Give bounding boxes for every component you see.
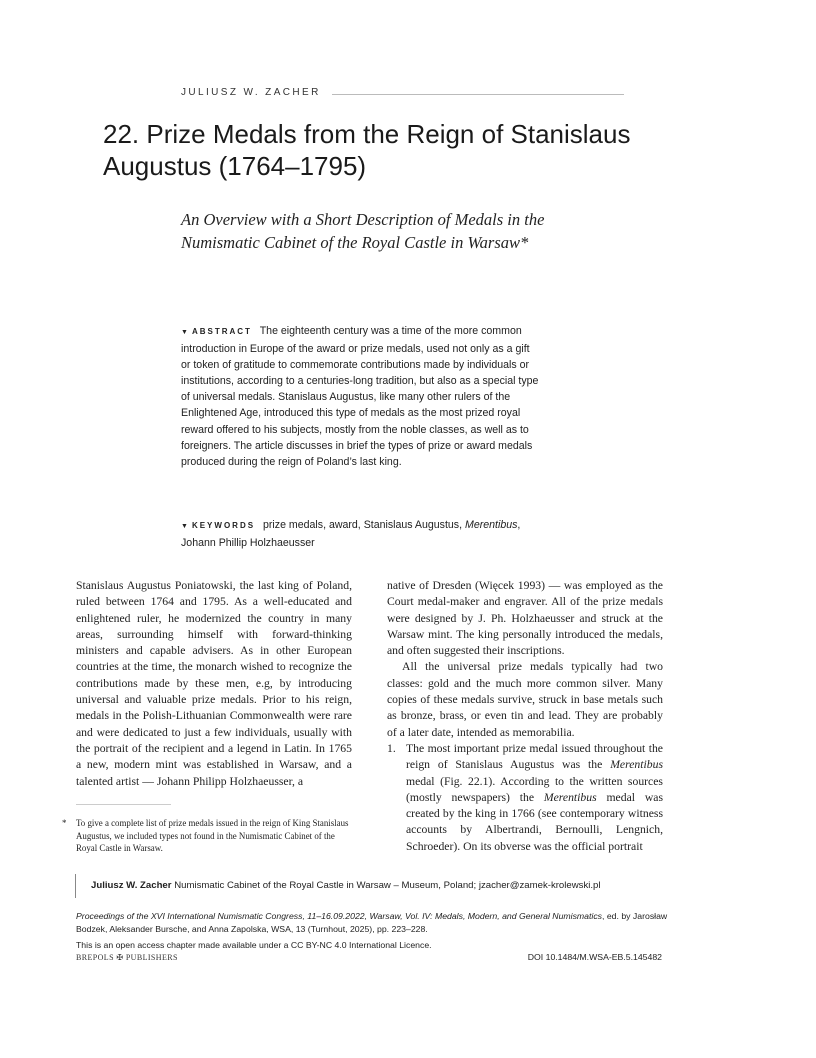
publisher-logo: BREPOLS ✠ PUBLISHERS bbox=[76, 953, 178, 962]
doi: DOI 10.1484/M.WSA-EB.5.145482 bbox=[527, 952, 662, 962]
footnote-rule bbox=[76, 804, 171, 805]
abstract bbox=[181, 323, 541, 470]
author-name: JULIUSZ W. ZACHER bbox=[181, 87, 321, 98]
citation bbox=[76, 910, 676, 935]
keywords-text-tail: , Johann Phillip Holzhaeusser bbox=[181, 519, 521, 550]
chapter-subtitle: An Overview with a Short Description of Medals in the Numismatic Cabinet of the Royal Castle in Warsaw* bbox=[181, 210, 545, 252]
list-text: medal was created by the king in 1766 (see contemporary witness accounts by Albertrandi, Bernoulli, Lengnich, Schroeder). On its obverse was the official portrait bbox=[406, 790, 664, 853]
triangle-down-icon: ▼ bbox=[181, 523, 188, 530]
abstract-text: The eighteenth century was a time of the more common introduction in Europe of the award or prize medals, used not only as a gift or token of gratitude to commemorate contributions made by individuals or institutions, according to a centuries-long tradition, but also as a special type of universal medals. Stanislaus Augustus, like many other rulers of the Enlightened Age, introduced this type of medals as the most prized royal reward offered to his subjects, mostly from the noble classes, as well as to foreigners. The article discusses in brief the types of prize or award medals produced during the reign of Poland’s last king. bbox=[181, 325, 539, 468]
author-header bbox=[181, 87, 624, 101]
citation-details: , ed. by Jarosław Bodzek, Aleksander Bursche, and Anna Zapolska, WSA, 13 (Turnhout, 2025), pp. 223–228. bbox=[76, 911, 668, 934]
italic-term: Merentibus bbox=[543, 790, 597, 804]
footnote bbox=[62, 817, 352, 855]
author-affiliation bbox=[91, 880, 601, 891]
triangle-down-icon: ▼ bbox=[181, 329, 188, 336]
keyword-italic-term: Merentibus bbox=[465, 519, 518, 531]
body-column-left bbox=[76, 578, 352, 790]
footnote-mark: * bbox=[62, 818, 67, 828]
abstract-label: ABSTRACT bbox=[191, 327, 252, 336]
keywords bbox=[181, 517, 541, 551]
chapter-title: 22. Prize Medals from the Reign of Stanislaus Augustus (1764–1795) bbox=[103, 119, 631, 181]
citation-title: Proceedings of the XVI International Numismatic Congress, 11–16.09.2022, Warsaw, Vol. IV: Medals, Modern, and General Numismatics bbox=[76, 911, 603, 921]
numbered-list-item bbox=[387, 741, 663, 855]
footnote-text: To give a complete list of prize medals issued in the reign of King Stanislaus Augustus, we included types not found in the Numismatic Cabinet of the Royal Castle in Warsaw. bbox=[76, 818, 349, 854]
body-paragraph: native of Dresden (Więcek 1993) — was employed as the Court medal-maker and engraver. All of the prize medals were designed by J. Ph. Holzhaeusser and struck at the Warsaw mint. The king personally introduced the medals, and often suggested their inscriptions. bbox=[387, 579, 663, 658]
keywords-label: KEYWORDS bbox=[191, 521, 256, 530]
italic-term: Merentibus bbox=[610, 758, 663, 772]
license-note: This is an open access chapter made available under a CC BY-NC 4.0 International Licence. bbox=[76, 940, 432, 950]
body-column-right bbox=[387, 578, 663, 855]
body-paragraph: Stanislaus Augustus Poniatowski, the last king of Poland, ruled between 1764 and 1795. As a well-educated and enlightened ruler, he modernized the country in many areas, surrounding himself with forward-thinking ministers and capable advisers. As in other European countries at the time, the monarch wished to recognize the contributions made by these men, e.g, by introducing universal and valuable prize medals. Prior to his reign, medals in the Polish-Lithuanian Commonwealth were rare and were dedicated to just a few individuals, usually with the portrait of the recipient and a legend in Latin. In 1765 a new, modern mint was established in Warsaw, and a talented artist — Johann Philipp Holzhaeusser, a bbox=[76, 579, 352, 788]
keywords-text: prize medals, award, Stanislaus Augustus, bbox=[263, 519, 463, 531]
body-paragraph: All the universal prize medals typically had two classes: gold and the much more common silver. Many copies of these medals survive, struck in base metals such as bronze, brass, or even tin and lead. They are probably of a later date, intended as memorabilia. bbox=[387, 660, 663, 739]
list-number: 1. bbox=[387, 741, 396, 755]
list-text: medal (Fig. 22.1). According to the written sources (mostly newspapers) the bbox=[406, 774, 663, 804]
affiliation-name: Juliusz W. Zacher bbox=[91, 880, 172, 891]
header-rule bbox=[332, 94, 624, 95]
affiliation-bar bbox=[75, 874, 76, 898]
affiliation-text: Numismatic Cabinet of the Royal Castle in Warsaw – Museum, Poland; jzacher@zamek-krolewski.pl bbox=[174, 880, 601, 891]
list-text: The most important prize medal issued throughout the reign of Stanislaus Augustus was the bbox=[406, 741, 663, 772]
